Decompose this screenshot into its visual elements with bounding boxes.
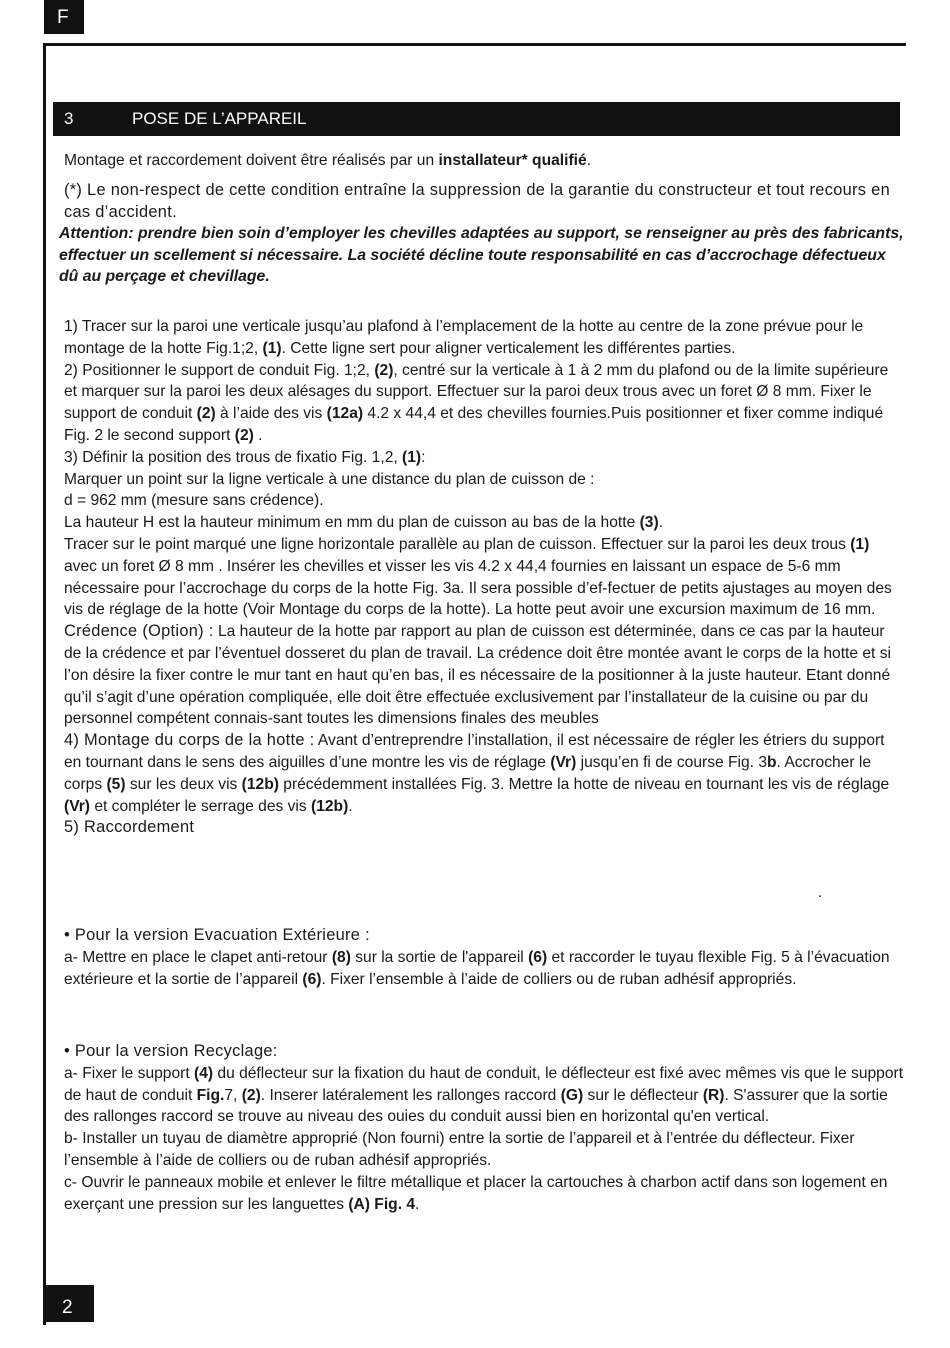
recyc-step-b: b- Installer un tuyau de diamètre approprié (Non fourni) entre la sortie de l’appareil et à l’entrée du déflecteur. Fixer l’ensemble à l’aide de colliers ou de ruban adhésif appropriés. [64,1130,855,1169]
left-rule [43,43,46,1325]
recyc-comma: , [233,1086,242,1104]
step-5-heading: 5) Raccordement [64,818,195,837]
step-3-line-4-end: . [658,514,663,532]
recyc-ref-b: (2) [241,1086,261,1104]
intro-text: Montage et raccordement doivent être réalisés par un [64,152,439,169]
evac-ref-c: (6) [302,970,322,988]
page-number-tab [44,1285,94,1322]
step-4-text-f: et compléter le serrage des vis [90,797,312,815]
step-4-text-b: jusqu’en fi de course Fig. 3 [576,753,768,771]
page-number: 2 [62,1297,73,1318]
warning-paragraph: Attention: prendre bien soin d’employer les chevilles adaptées au support, se renseigner au près des fabricants, effectuer un scellement si nécessaire. La société décline toute responsabilité en cas d’accrochage défectueux dû au perçage et chevillage. [59,225,904,285]
step-4-ref-e: (Vr) [64,797,90,815]
step-4-ref: (Vr) [550,753,577,771]
step-4-text-e: précédemment installées Fig. 3. Mettre la hotte de niveau en tournant les vis de réglage [278,775,890,793]
step-4-text: Avant d’entreprendre l’installation, il est nécessaire de régler les étriers du support en tournant dans le sens des aiguilles d’une montre les vis de réglage [64,732,885,771]
intro-line [64,150,904,172]
step-4-ref-b: b [767,753,777,771]
recyc-ref-d: (R) [702,1086,725,1104]
stray-dot: . [818,884,823,901]
recyc-text-c: . Inserer latéralement les rallonges raccord [260,1086,561,1104]
step-2-text: 2) Positionner le support de conduit Fig. 1;2, [64,361,375,379]
evac-text-b: sur la sortie de l'appareil [350,948,529,966]
step-4-text-d: sur les deux vis [125,775,242,793]
recyc-ref: (4) [194,1064,214,1082]
recyc-text: a- Fixer le support [64,1064,194,1082]
recyclage-block [64,1041,904,1215]
recyc-text-b: du déflecteur sur la fixation du haut de conduit, le déflecteur est fixé avec mêmes vis que le support de haut de conduit [64,1064,904,1104]
recyc-text-d: sur le déflecteur [583,1086,703,1104]
credence-body: La hauteur de la hotte par rapport au plan de cuisson est déterminée, dans ce cas par la hauteur de la crédence et par l’éventuel dosseret du plan de travail. La crédence doit être montée avant le corps de la hotte et si l’on désire la fixer contre le mur tant en haut qu’en bas, il es nécessaire de la positionner à la juste hauteur. Etant donné qu’il s’agit d’une opération compliquée, elle doit être effectuée exclusivement par l’installateur de la cuisine ou par du personnel compétent connais-sant toutes les dimensions finales des meubles [64,623,891,728]
step-1-ref: (1) [262,339,282,357]
recyc-step-c-end: . [415,1195,420,1213]
step-2-ref-c: (12a) [326,405,364,423]
disclaimer: (*) Le non-respect de cette condition entraîne la suppression de la garantie du constructeur et tout recours en cas d’accident. [64,181,890,221]
language-tab [44,0,84,34]
step-4-ref-f: (12b) [311,797,349,815]
intro-text-end: . [586,152,591,169]
step-3-colon: : [421,448,426,466]
step-3-line-5-ref: (1) [850,535,870,553]
step-3-line-4-ref: (3) [639,514,659,532]
evacuation-block [64,925,904,990]
recyc-fig: Fig. [196,1086,225,1104]
step-3-line-5: Tracer sur le point marqué une ligne horizontale parallèle au plan de cuisson. Effectuer sur la paroi les deux trous [64,535,851,553]
step-4-heading: 4) Montage du corps de la hotte : [64,731,315,750]
step-4-text-end: . [348,797,353,815]
recyc-ref-c: (G) [560,1086,584,1104]
step-3-line-2: Marquer un point sur la ligne verticale à une distance du plan de cuisson de : [64,470,595,488]
evac-text-end: . Fixer l’ensemble à l’aide de colliers ou de ruban adhésif appropriés. [321,970,797,988]
evac-ref: (8) [331,948,351,966]
evac-text-c: et raccorder le tuyau flexible Fig. 5 à l’évacuation extérieure et la sortie de l’appareil [64,948,890,988]
step-4-ref-c: (5) [106,775,126,793]
evac-ref-b: (6) [528,948,548,966]
step-2-ref: (2) [374,361,394,379]
step-2-text-b: , centré sur la verticale à 1 à 2 mm du plafond ou de la limite supérieure et marquer sur la paroi les deux alésages du support. Effectuer sur la paroi deux trous avec un foret Ø 8 mm. Fixer le support de conduit [64,361,889,423]
evacuation-heading: • Pour la version Evacuation Extérieure : [64,926,370,944]
step-4-text-c: . Accrocher le corps [64,753,872,793]
section-title: POSE DE L’APPAREIL [132,109,307,128]
recyc-fig-num: 7 [224,1086,234,1104]
language-label: F [57,7,69,28]
step-2-ref-b: (2) [196,405,216,423]
step-4-ref-d: (12b) [241,775,279,793]
step-3-line-3: d = 962 mm (mesure sans crédence). [64,492,324,510]
recyclage-heading: • Pour la version Recyclage: [64,1042,278,1060]
step-3-line-5-end: avec un foret Ø 8 mm . Insérer les chevilles et visser les vis 4.2 x 44,4 fournies en laissant un espace de 5-6 mm nécessaire pour l’accrochage du corps de la hotte Fig. 3a. Il sera possible d’ef-fectuer de petits ajustages au moyen des vis de réglage de la hotte (Voir Montage du corps de la hotte). La hotte peut avoir une excursion maximum de 16 mm. [64,557,892,619]
step-2-text-c: à l’aide des vis [215,405,327,423]
step-3-line-4: La hauteur H est la hauteur minimum en mm du plan de cuisson au bas de la hotte [64,514,640,532]
credence-heading: Crédence (Option) : [64,622,214,641]
recyc-step-c-ref: (A) Fig. 4 [348,1195,416,1213]
step-1-text: 1) Tracer sur la paroi une verticale jusqu’au plafond à l’emplacement de la hotte au centre de la zone prévue pour le montage de la hotte Fig.1;2, [64,318,864,357]
recyc-text-end: . S'assurer que la sortie des rallonges raccord se trouve au niveau des ouies du conduit aussi bien en horizontal qu'en vertical. [64,1086,888,1126]
step-2-text-end: . [253,426,263,444]
section-header [53,102,900,136]
step-3-text: 3) Définir la position des trous de fixatio Fig. 1,2, [64,448,403,466]
section-number: 3 [64,109,74,128]
evac-text: a- Mettre en place le clapet anti-retour [64,948,332,966]
step-2-text-d: 4.2 x 44,4 et des chevilles fournies.Puis positionner et fixer comme indiqué Fig. 2 le second support [64,405,884,444]
step-2-ref-d: (2) [234,426,254,444]
step-1-text-end: . Cette ligne sert pour aligner verticalement les différentes parties. [281,339,736,357]
top-rule [44,43,906,46]
step-3-ref: (1) [402,448,422,466]
recyc-step-c: c- Ouvrir le panneaux mobile et enlever le filtre métallique et placer la cartouches à charbon actif dans son logement en exerçant une pression sur les languettes [64,1173,888,1213]
step-1 [64,316,904,839]
intro-bold: installateur* qualifié [438,152,587,169]
